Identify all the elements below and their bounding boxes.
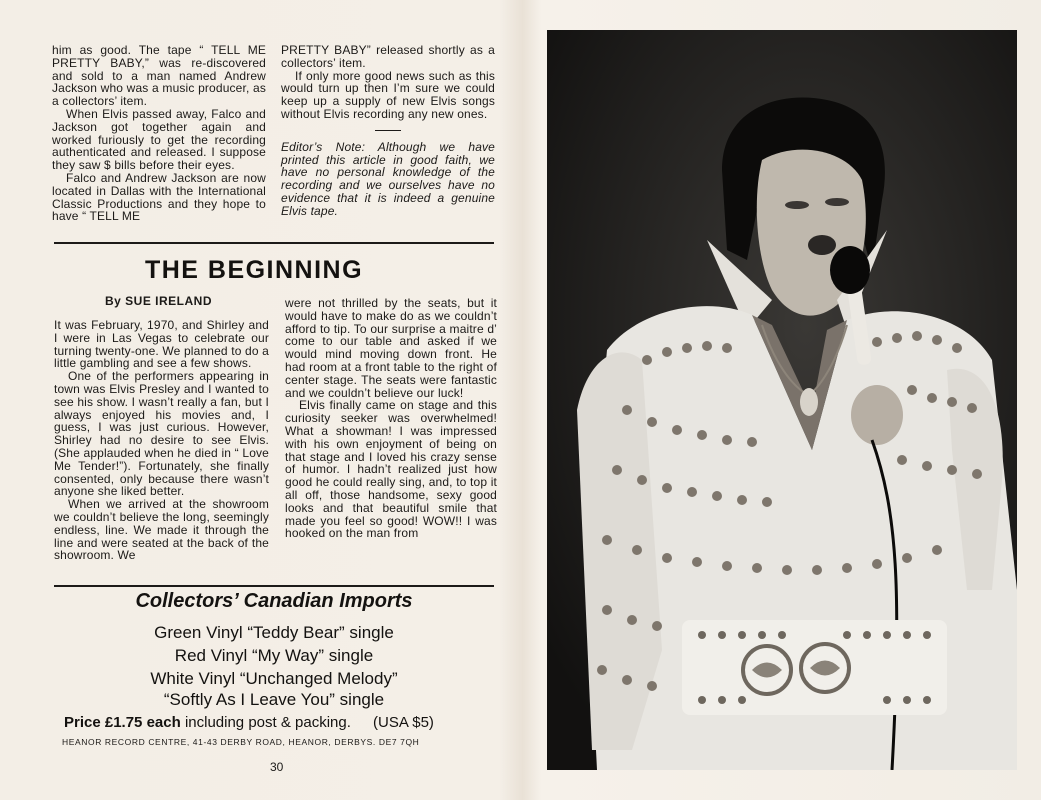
ad-address: HEANOR RECORD CENTRE, 41-43 DERBY ROAD, HEANOR, DERBYS. DE7 7QH	[62, 737, 420, 747]
continued-article-column-2	[281, 44, 495, 218]
price-details: including post & packing.	[184, 714, 351, 731]
paragraph: If only more good news such as this would turn up then I’m sure we could keep up a supply of new Elvis songs without Elvis recording any new ones.	[281, 68, 495, 121]
ad-item: White Vinyl “Unchanged Melody”	[150, 669, 398, 688]
paragraph: were not thrilled by the seats, but it would have to make do as we couldn’t afford to tip. To our surprise a maitre d’ come to our table and asked if we would mind moving down front. He had room at a front table to the right of center stage. The seats were fantastic and we couldn’t believe our luck!	[285, 296, 497, 400]
right-page	[522, 0, 1041, 800]
section-divider	[54, 242, 494, 244]
price-bold: Price £1.75 each	[64, 714, 181, 731]
paragraph: Elvis finally came on stage and this curiosity seeker was overwhelmed! What a showman! I was impressed with his own enjoyment of being on that stage and I loved his crazy sense of humor. I hadn’t realized just how good he could really sing, and, to top it all off, those handsome, sexy good looks and that beautiful smile that made you feel so good! WOW!! I was hooked on the man from	[285, 398, 497, 541]
performer-photo	[547, 30, 1017, 770]
page-number: 30	[270, 760, 284, 774]
short-divider	[375, 130, 401, 131]
ad-price	[64, 714, 434, 731]
continued-article-column-1	[52, 44, 266, 223]
article-column-2	[285, 297, 497, 540]
ad-item: “Softly As I Leave You” single	[163, 690, 385, 709]
editors-note: Editor’s Note: Although we have printed this article in good faith, we have no personal knowledge of the recording and we ourselves have no evidence that it is indeed a genuine Elvis tape.	[281, 139, 495, 218]
performer-photo-icon	[547, 30, 1017, 770]
paragraph: It was February, 1970, and Shirley and I were in Las Vegas to celebrate our turning twenty-one. We planned to do a little gambling and see a few shows.	[54, 318, 269, 371]
paragraph: PRETTY BABY” released shortly as a collectors’ item.	[281, 43, 495, 70]
article-column-1	[54, 319, 269, 562]
ad-title: Collectors’ Canadian Imports	[135, 590, 413, 612]
paragraph: Falco and Andrew Jackson are now located in Dallas with the International Classic Productions and they hope to have “ TELL ME	[52, 170, 266, 224]
ad-item: Green Vinyl “Teddy Bear” single	[154, 623, 394, 642]
left-page	[0, 0, 520, 800]
paragraph: When Elvis passed away, Falco and Jackson got together again and worked furiously to get the recording authenticated and released. I suppose they saw $ bills before their eyes.	[52, 106, 266, 173]
ad-item: Red Vinyl “My Way” single	[174, 646, 374, 665]
paragraph: When we arrived at the showroom we couldn’t believe the long, seemingly endless, line. We made it through the line and were seated at the back of the showroom. We	[54, 497, 269, 563]
article-title: THE BEGINNING	[144, 256, 364, 284]
paragraph: One of the performers appearing in town was Elvis Presley and I wanted to see his show. I wasn’t really a fan, but I always enjoyed his movies and, I guess, I was just curious. However, Shirley had no desire to see Elvis. (She applauded when he died in “ Love Me Tender!”). Fortunately, she finally consented, only because there wasn’t anyone she liked better.	[54, 369, 269, 499]
section-divider	[54, 585, 494, 587]
article-byline: By SUE IRELAND	[105, 294, 213, 308]
paragraph: him as good. The tape “ TELL ME PRETTY BABY,” was re-discovered and sold to a man named Andrew Jackson who was a music producer, as a collectors’ item.	[52, 43, 266, 109]
usa-price: (USA $5)	[373, 714, 434, 731]
